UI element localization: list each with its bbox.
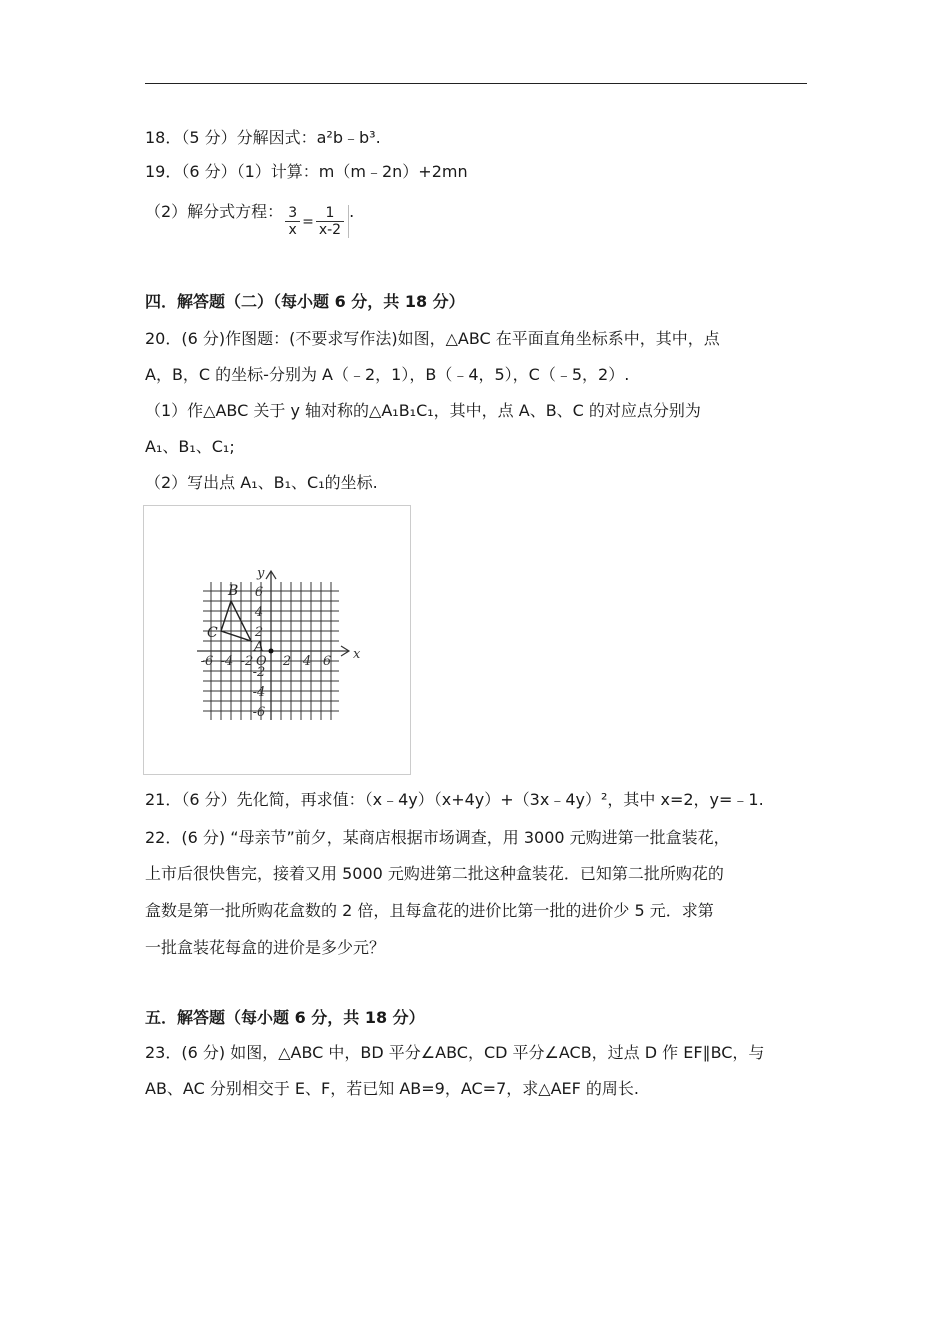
question-22-line4: 一批盒装花每盒的进价是多少元？ xyxy=(145,938,386,957)
x-tick-label: 6 xyxy=(322,654,332,669)
y-tick-label: 4 xyxy=(254,605,264,620)
fraction-left xyxy=(285,205,300,238)
section-5-title: 五．解答题（每小题 6 分，共 18 分） xyxy=(145,1008,425,1027)
y-tick-label: 2 xyxy=(254,625,264,640)
question-20-line5: （2）写出点 A₁、B₁、C₁的坐标. xyxy=(145,473,378,492)
point-label-b: B xyxy=(228,583,239,599)
question-22-line1: 22．(6 分) “母亲节”前夕，某商店根据市场调查，用 3000 元购进第一批盒装花， xyxy=(145,828,730,847)
question-23-line2: AB、AC 分别相交于 E、F，若已知 AB=9，AC=7，求△AEF 的周长. xyxy=(145,1079,639,1098)
question-19-part2-suffix: . xyxy=(349,202,355,221)
y-tick-label: -6 xyxy=(252,705,266,720)
y-tick-label: -2 xyxy=(252,665,266,680)
question-21: 21．（6 分）先化简，再求值：（x﹣4y）（x+4y）+（3x﹣4y）²，其中 x=2，y=﹣1. xyxy=(145,790,764,809)
y-tick-label: 6 xyxy=(254,585,264,600)
question-19-part2-prefix: （2）解分式方程： xyxy=(145,202,284,221)
point-label-c: C xyxy=(207,625,218,641)
header-rule xyxy=(145,83,807,84)
section-4-title: 四．解答题（二）（每小题 6 分，共 18 分） xyxy=(145,292,465,311)
y-tick-label: -4 xyxy=(252,685,266,700)
origin-dot xyxy=(269,649,274,654)
grid-frame xyxy=(144,506,411,775)
question-23-line1: 23．(6 分) 如图，△ABC 中，BD 平分∠ABC，CD 平分∠ACB，过点 D 作 EF∥BC，与 xyxy=(145,1043,765,1062)
coordinate-grid xyxy=(143,505,411,775)
origin-label: O xyxy=(256,654,267,669)
question-18: 18．（5 分）分解因式：a²b﹣b³. xyxy=(145,128,381,147)
fraction-right xyxy=(316,205,344,238)
fraction-left-denominator: x xyxy=(288,222,297,238)
x-tick-label: -2 xyxy=(240,654,254,669)
question-19-part1: 19．（6 分）（1）计算：m（m﹣2n）+2mn xyxy=(145,162,468,181)
fraction-right-denominator: x-2 xyxy=(318,222,342,238)
y-axis-label: y xyxy=(257,566,265,581)
question-20-line1: 20．(6 分)作图题：(不要求写作法)如图，△ABC 在平面直角坐标系中，其中，点 xyxy=(145,329,720,348)
question-19-part2 xyxy=(145,200,354,238)
question-20-line2: A，B，C 的坐标-分别为 A（﹣2，1），B（﹣4，5），C（﹣5，2）. xyxy=(145,365,630,384)
x-tick-label: -6 xyxy=(200,654,214,669)
fraction-left-numerator: 3 xyxy=(285,205,300,222)
x-tick-label: 4 xyxy=(302,654,312,669)
fraction-equation xyxy=(283,205,349,238)
question-20-line4: A₁、B₁、C₁; xyxy=(145,437,235,456)
x-tick-label: 2 xyxy=(282,654,292,669)
x-axis-label: x xyxy=(353,647,361,662)
question-22-line2: 上市后很快售完，接着又用 5000 元购进第二批这种盒装花．已知第二批所购花的 xyxy=(145,864,724,883)
question-22-line3: 盒数是第一批所购花盒数的 2 倍，且每盒花的进价比第一批的进价少 5 元．求第 xyxy=(145,901,714,920)
question-20-line3: （1）作△ABC 关于 y 轴对称的△A₁B₁C₁，其中，点 A、B、C 的对应点分别为 xyxy=(145,401,701,420)
equals-sign: = xyxy=(302,213,314,230)
x-tick-label: -4 xyxy=(220,654,234,669)
point-label-a: A xyxy=(254,639,265,655)
fraction-right-numerator: 1 xyxy=(316,205,344,222)
